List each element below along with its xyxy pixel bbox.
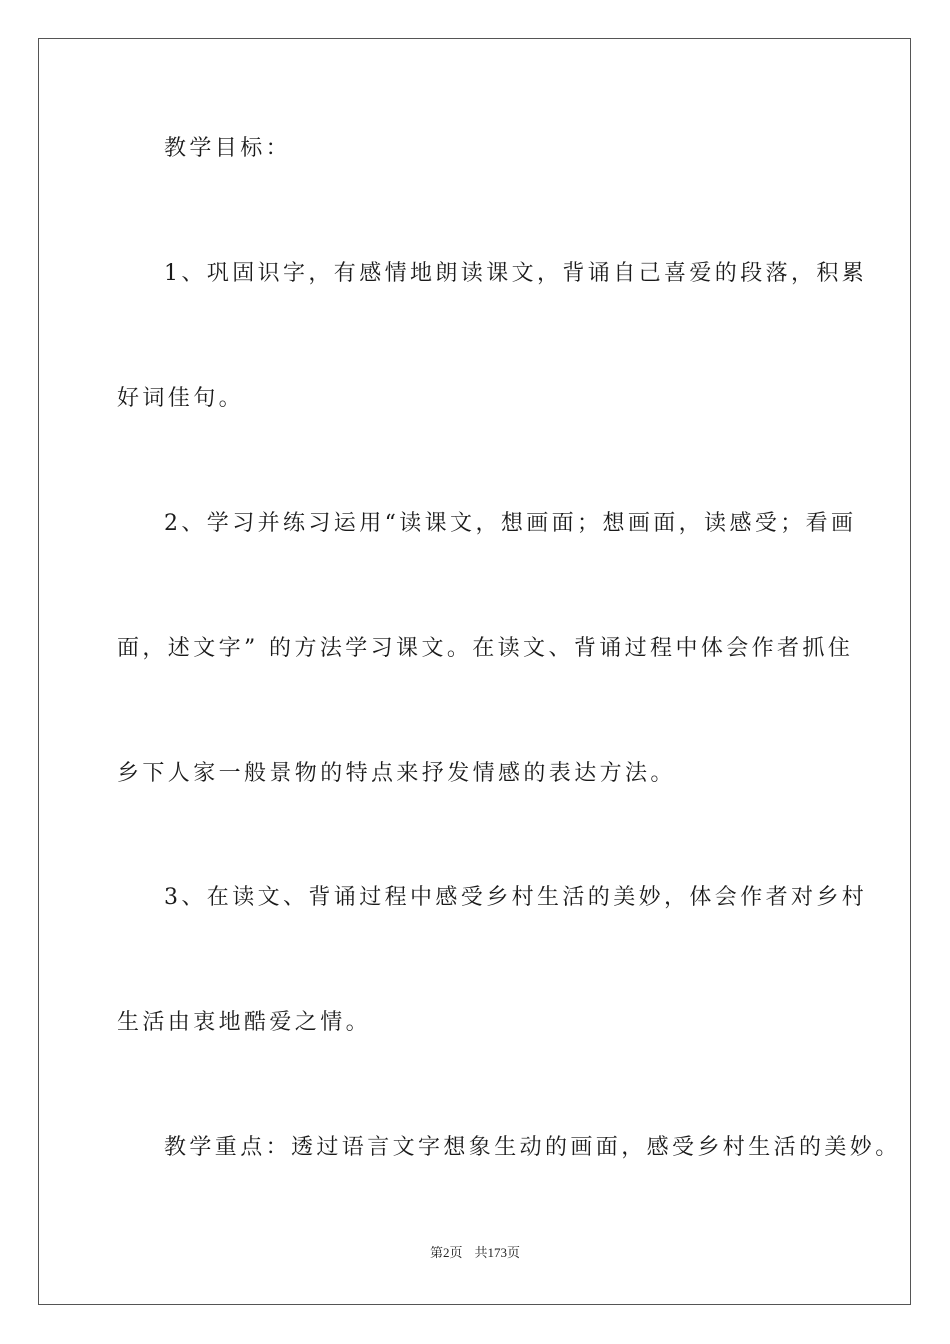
goal-2-line-1: 2、学习并练习运用“读课文，想画面；想画面，读感受；看画 [164,511,857,536]
page-border [38,38,911,1305]
goal-2-line-2: 面，述文字” 的方法学习课文。在读文、背诵过程中体会作者抓住 [117,636,854,661]
goal-2-line-3: 乡下人家一般景物的特点来抒发情感的表达方法。 [117,761,676,786]
heading-teaching-goals: 教学目标： [164,136,292,161]
goal-3-line-2: 生活由衷地酷爱之情。 [117,1010,372,1035]
page-number: 第2页 [429,1245,463,1260]
goal-3-line-1: 3、在读文、背诵过程中感受乡村生活的美妙，体会作者对乡村 [164,885,868,910]
teaching-focus: 教学重点：透过语言文字想象生动的画面，感受乡村生活的美妙。 [164,1135,901,1160]
page-footer [0,1242,950,1261]
page-total: 共173页 [474,1245,521,1260]
goal-1-line-2: 好词佳句。 [117,386,245,411]
goal-1-line-1: 1、巩固识字，有感情地朗读课文，背诵自己喜爱的段落，积累 [164,261,868,286]
